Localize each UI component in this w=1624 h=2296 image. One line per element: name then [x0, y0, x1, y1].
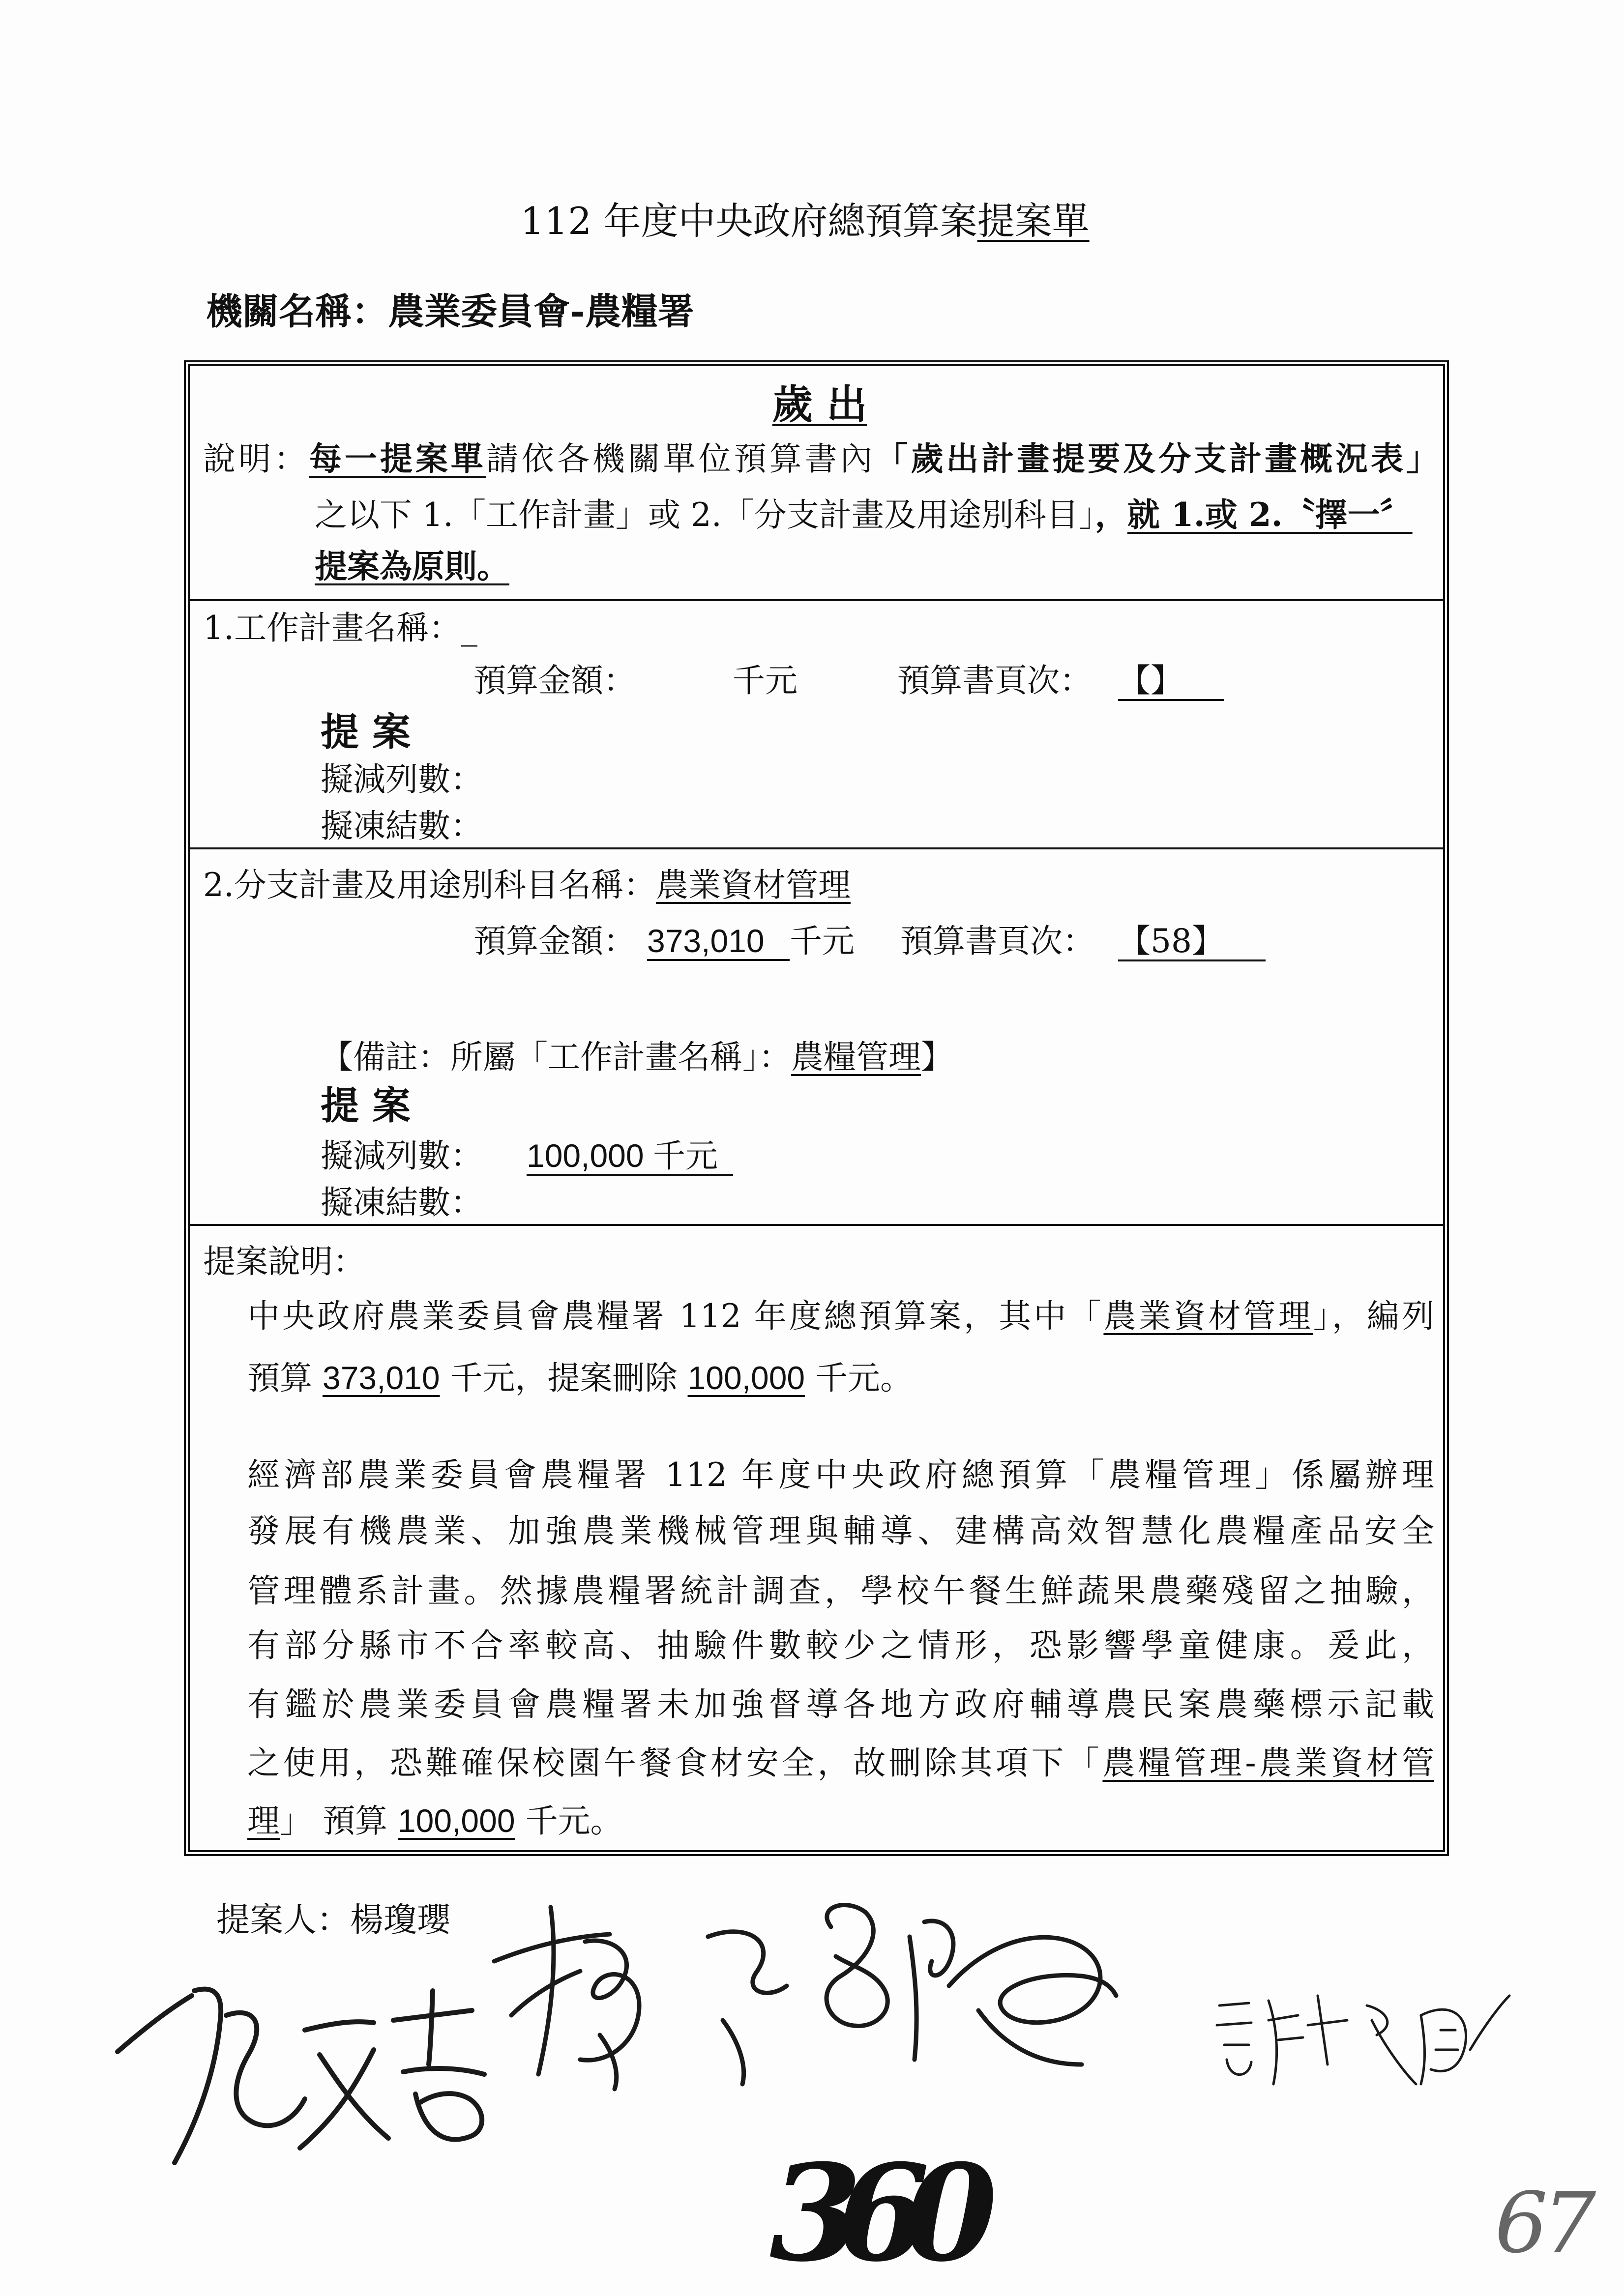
p2-line-7-item-name-end: 理 [247, 1802, 280, 1840]
item1-proposal-heading: 提 案 [321, 710, 411, 755]
agency-name: 農業委員會-農糧署 [388, 291, 694, 333]
explanation-p2-line-3: 管理體系計畫。然據農糧署統計調查，學校午餐生鮮蔬果農藥殘留之抽驗， [247, 1572, 1434, 1610]
p1-cut-amount: 100,000 [687, 1360, 805, 1396]
item2-remark-suffix: 】 [921, 1038, 953, 1076]
proposer-name: 楊瓊瓔 [350, 1901, 451, 1940]
p1-budget-amount: 373,010 [322, 1360, 440, 1396]
p2-line-6-text: 之使用，恐難確保校園午餐食材安全，故刪除其項下「 [247, 1744, 1103, 1782]
p2-line-7-text-b: 」 預算 [280, 1802, 398, 1840]
item1-page-value: 【】 [1118, 663, 1224, 701]
note-text: 請依各機關單位預算書內 [486, 440, 876, 478]
signature-left [118, 1989, 484, 2163]
p1-line-2-text-a: 預算 [247, 1359, 323, 1397]
note-table-name: 「歲出計畫提要及分支計畫概況表」 [875, 439, 1439, 478]
p2-line-6-item-name: 農糧管理-農業資材管 [1102, 1744, 1435, 1782]
note-line-3-emphasis: 提案為原則。 [315, 547, 509, 585]
agency-label: 機關名稱： [206, 291, 388, 333]
item2-budget-label: 預算金額： [473, 922, 636, 960]
p2-line-7-text-d: 千元。 [515, 1802, 623, 1840]
explanation-p2-line-1: 經濟部農業委員會農糧署 112 年度中央政府總預算「農糧管理」係屬辦理 [247, 1456, 1434, 1494]
item1-name-label: 1.工作計畫名稱：_ [203, 609, 477, 647]
item2-reduce-value: 100,000 千元 [527, 1138, 733, 1176]
item1-freeze-label: 擬凍結數： [321, 807, 483, 845]
p1-line-2-text-e: 千元。 [805, 1359, 913, 1397]
note-line-2-comma: ， [1094, 495, 1127, 534]
explanation-label: 提案說明： [203, 1243, 365, 1280]
p1-line-2-text-c: 千元，提案刪除 [440, 1359, 688, 1397]
item2-remark-prefix: 【備註：所屬「工作計畫名稱」： [321, 1038, 791, 1076]
item2-name-label: 2.分支計畫及用途別科目名稱： [203, 866, 656, 904]
note-line-2-emphasis: 就 1.或 2.〝擇一〞 [1127, 495, 1413, 534]
p2-cut-amount: 100,000 [397, 1802, 515, 1839]
note-line-2-text: 之以下 1.「工作計畫」或 2.「分支計畫及用途別科目」 [315, 496, 1095, 534]
explanation-p2-line-4: 有部分縣市不合率較高、抽驗件數較少之情形，恐影響學童健康。爰此， [247, 1627, 1434, 1664]
form-title-underlined: 提案單 [977, 199, 1090, 243]
note-emphasis-each-form: 每一提案單 [309, 439, 486, 478]
form-title-main: 112 年度中央政府總預算案 [520, 199, 977, 243]
item2-proposal-heading: 提 案 [321, 1083, 411, 1128]
item2-name-value: 農業資材管理 [655, 866, 851, 904]
item2-remark-value: 農糧管理 [791, 1038, 921, 1076]
item2-budget-unit: 千元 [790, 922, 855, 960]
expenditure-heading-text: 歲 出 [772, 381, 867, 428]
p1-line-1-item-name: 農業資材管理 [1103, 1297, 1313, 1335]
item2-freeze-label: 擬凍結數： [321, 1184, 483, 1221]
signature-right [1217, 1996, 1509, 2084]
item1-budget-unit: 千元 [733, 662, 797, 699]
p1-line-1-text-c: 」，編列 [1313, 1297, 1434, 1335]
item1-budget-label: 預算金額： [473, 662, 636, 699]
note-label: 說明： [203, 440, 309, 478]
page-number: 67 [1495, 2175, 1592, 2272]
item1-page-label: 預算書頁次： [897, 662, 1092, 699]
explanation-p2-line-5: 有鑑於農業委員會農糧署未加強督導各地方政府輔導農民案農藥標示記載 [247, 1686, 1434, 1723]
explanation-p2-line-2: 發展有機農業、加強農業機械管理與輔導、建構高效智慧化農糧產品安全 [247, 1512, 1434, 1550]
signature-center [494, 1905, 1116, 2089]
handwritten-number: 360 [769, 2135, 973, 2291]
item1-reduce-label: 擬減列數： [321, 760, 483, 798]
item2-page-value: 【58】 [1118, 924, 1266, 961]
item2-reduce-label: 擬減列數： [321, 1137, 483, 1175]
p1-line-1-text-a: 中央政府農業委員會農糧署 112 年度總預算案，其中「 [247, 1297, 1104, 1335]
item2-page-label: 預算書頁次： [900, 922, 1095, 960]
item2-budget-value: 373,010 [647, 923, 790, 961]
proposer-label: 提案人： [216, 1901, 351, 1940]
